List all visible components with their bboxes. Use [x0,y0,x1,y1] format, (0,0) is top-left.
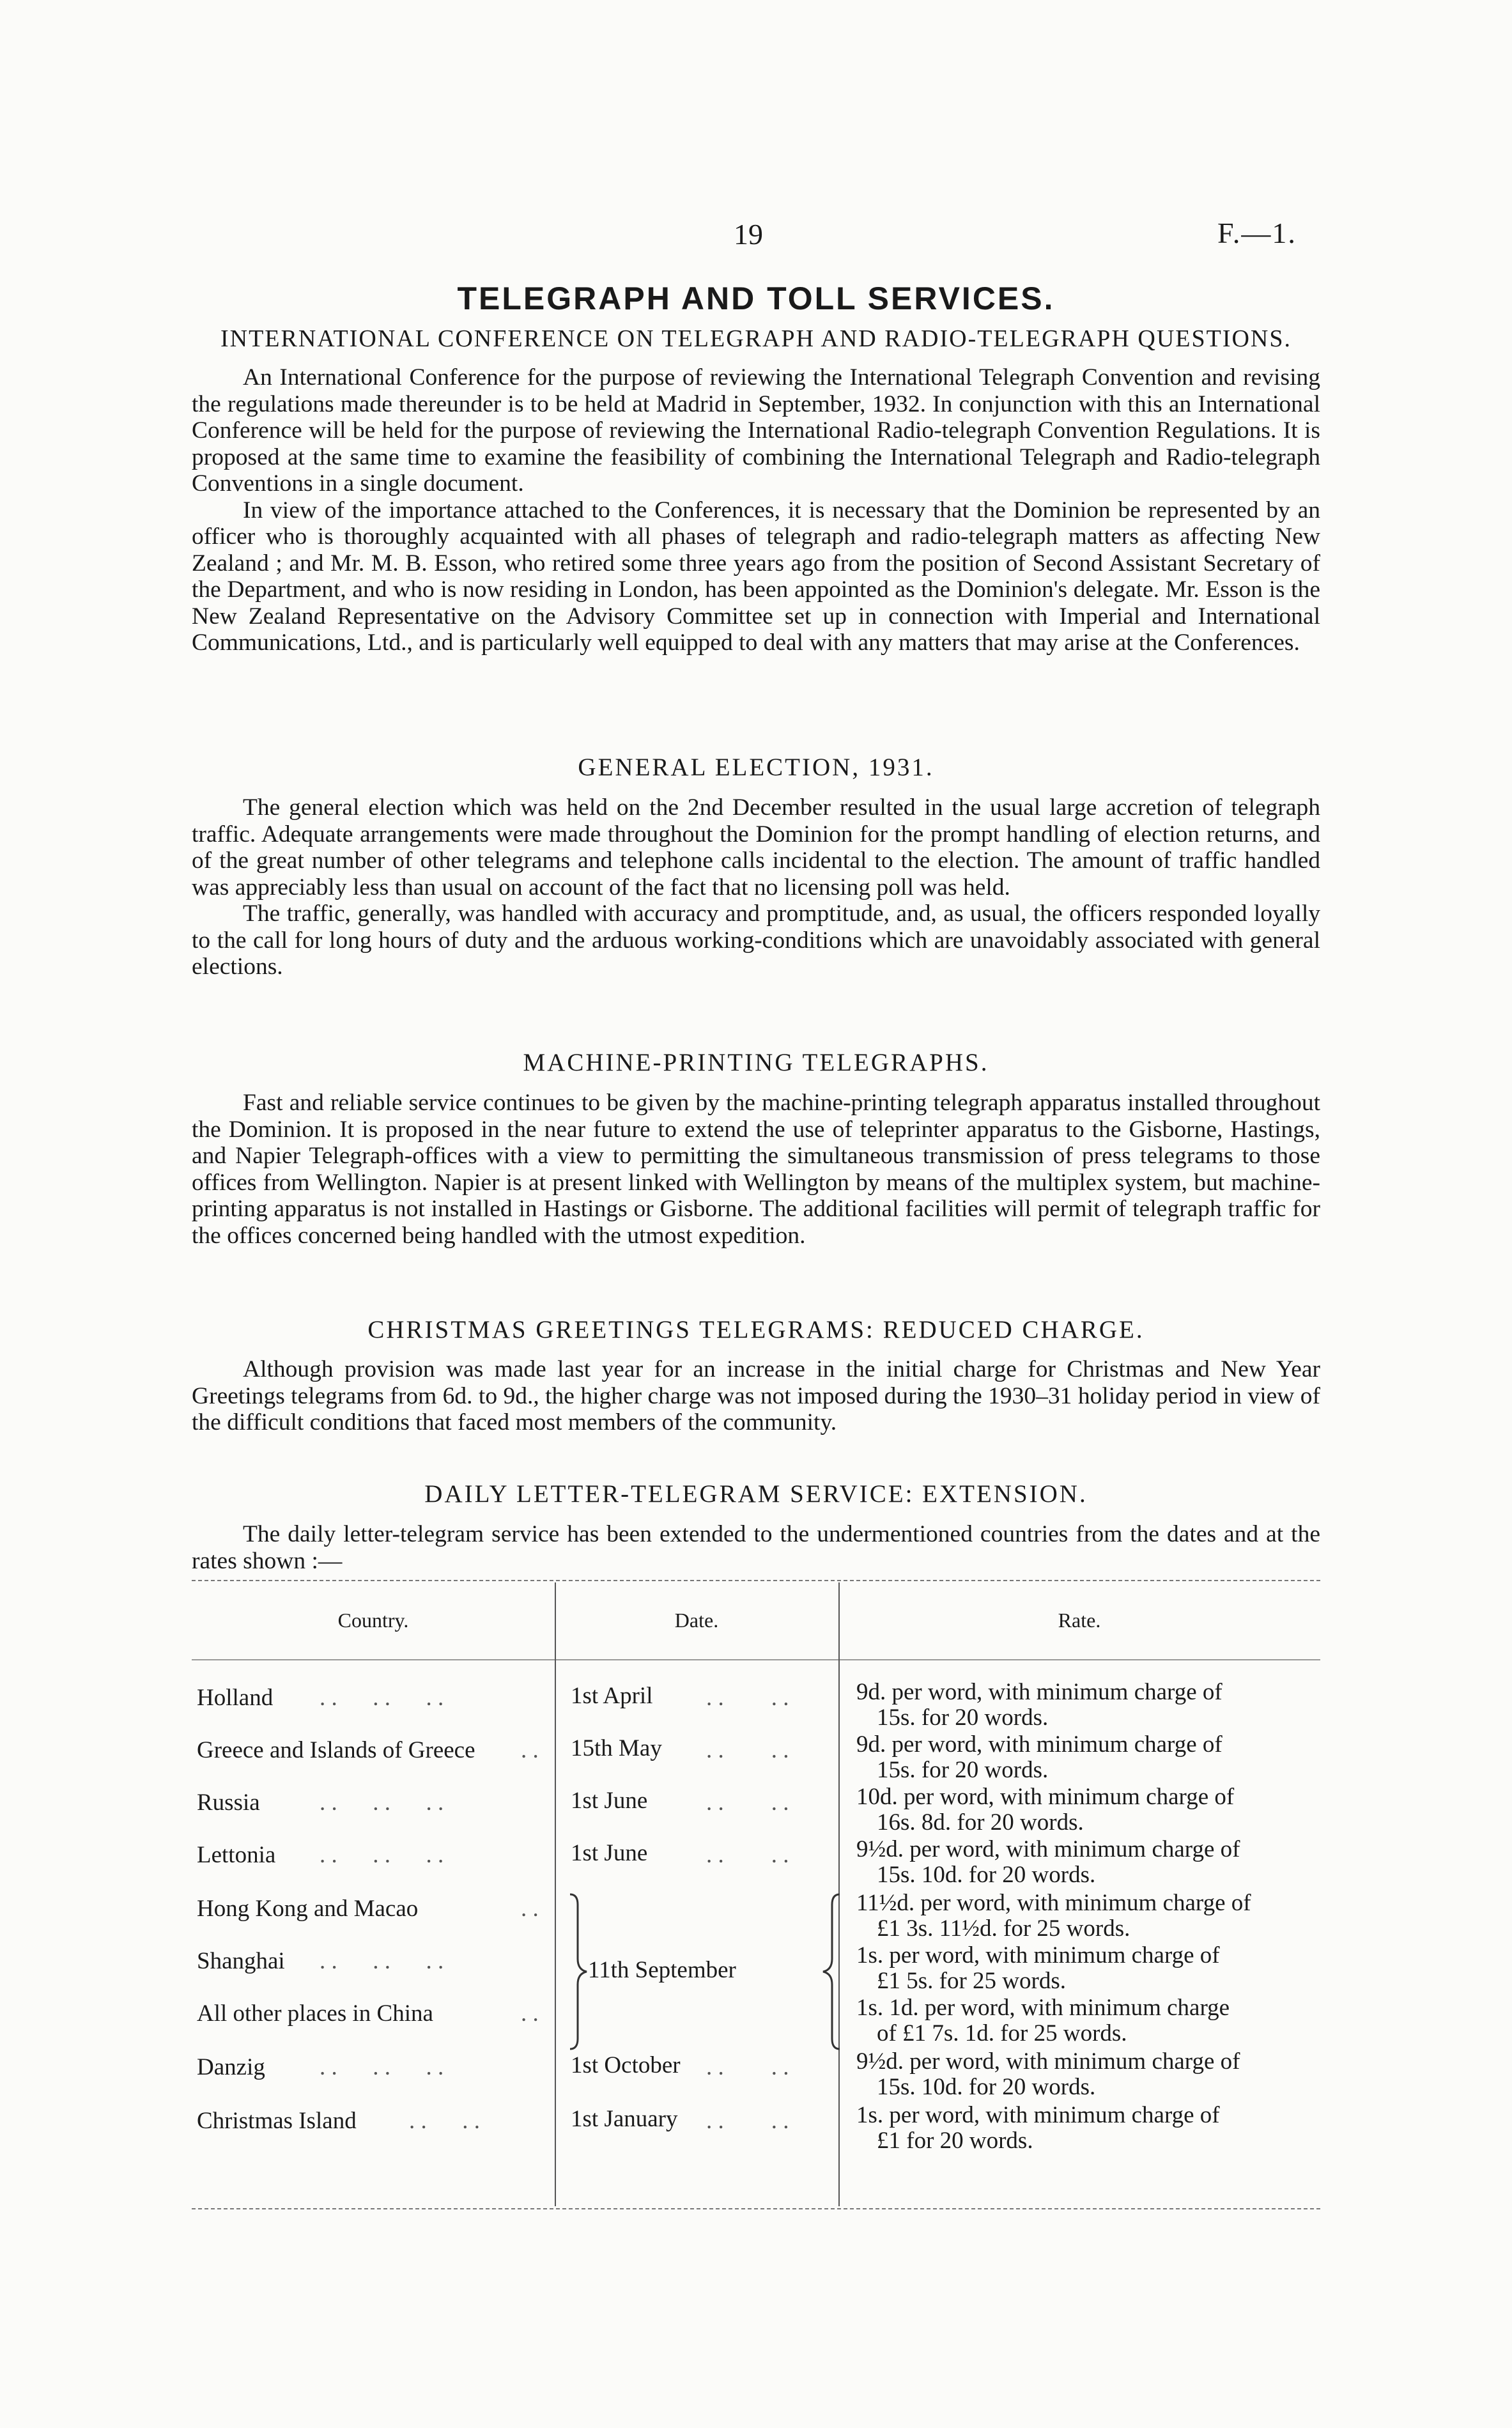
rate-line: 9d. per word, with minimum charge of [856,1679,1223,1705]
country-cell: Danzig [197,2054,265,2080]
rate-line: 16s. 8d. for 20 words. [877,1809,1084,1836]
paragraph: The daily letter-telegram service has been extended to the undermentioned countries from the dates and at the rates shown :— [192,1521,1320,1574]
page-title: TELEGRAPH AND TOLL SERVICES. [457,281,1055,316]
rate-cell [856,1891,1304,1942]
rate-line: 1s. 1d. per word, with minimum charge [856,1995,1230,2021]
rate-line: £1 3s. 11½d. for 25 words. [877,1915,1130,1942]
section-body-letter [192,1521,1320,1574]
column-divider [555,1582,556,2206]
rate-line: 9d. per word, with minimum charge of [856,1731,1223,1758]
header-date: Date. [674,1609,719,1632]
rate-line: 9½d. per word, with minimum charge of [856,2048,1240,2075]
section-body-election [192,794,1320,980]
table-bottom-rule [192,2208,1320,2209]
header-country: Country. [337,1609,409,1632]
paragraph: The general election which was held on the 2nd December resulted in the usual large accretion of telegraph traffic. Adequate arrangements were made throughout the Dominion for the prompt handling of election returns, and of the great number of other telegrams and telephone calls incidental to the election. The amount of traffic handled was appreciably less than usual on account of the fact that no licensing poll was held. [192,794,1320,901]
rate-line: 10d. per word, with minimum charge of [856,1784,1235,1810]
rate-line: £1 5s. for 25 words. [877,1968,1066,1994]
header-rate: Rate. [1058,1609,1101,1632]
country-cell: Lettonia [197,1842,276,1868]
rate-line: 15s. for 20 words. [877,1757,1049,1783]
date-cell: 1st April [571,1683,653,1709]
rate-line: 15s. for 20 words. [877,1705,1049,1731]
section-heading-machine: MACHINE-PRINTING TELEGRAPHS. [523,1049,989,1076]
paragraph: In view of the importance attached to the Conferences, it is necessary that the Dominion be represented by an officer who is thoroughly acquainted with all phases of telegraph and radio-telegraph matters as affecting New Zealand ; and Mr. M. B. Esson, who retired some three years ago from the position of Second Assistant Secretary of the Department, and who is now residing in London, has been appointed as the Dominion's delegate. Mr. Esson is the New Zealand Representative on the Advisory Committee set up in connection with Imperial and International Communications, Ltd., and is particularly well equipped to deal with any matters that may arise at the Conferences. [192,497,1320,656]
rate-line: 1s. per word, with minimum charge of [856,1942,1220,1968]
date-cell: 1st June [571,1840,648,1866]
country-cell: Russia [197,1790,260,1816]
rate-line: 1s. per word, with minimum charge of [856,2102,1220,2128]
date-cell: 11th September [588,1957,736,1983]
section-heading-letter: DAILY LETTER-TELEGRAM SERVICE: EXTENSION. [424,1480,1088,1508]
rate-line: £1 for 20 words. [877,2128,1033,2154]
rate-brace [819,1892,842,2052]
rate-line: of £1 7s. 1d. for 25 words. [877,2020,1127,2046]
table-header-rule [192,1659,1320,1660]
page-reference: F.—1. [1217,217,1297,249]
section-heading-international: INTERNATIONAL CONFERENCE ON TELEGRAPH AND RADIO-TELEGRAPH QUESTIONS. [220,325,1292,352]
rate-cell [856,1837,1304,1888]
rate-cell [856,1680,1304,1731]
date-cell: 1st October [571,2052,681,2078]
paragraph: Although provision was made last year for an increase in the initial charge for Christmas and New Year Greetings telegrams from 6d. to 9d., the higher charge was not imposed during the 1930–31 holiday period in view of the difficult conditions that faced most members of the community. [192,1356,1320,1435]
paragraph: The traffic, generally, was handled with accuracy and promptitude, and, as usual, the officers responded loyally to the call for long hours of duty and the arduous working-conditions which are unavoidably associated with general elections. [192,901,1320,980]
rate-line: 9½d. per word, with minimum charge of [856,1836,1240,1862]
date-cell: 1st January [571,2106,678,2132]
country-cell: Holland [197,1685,274,1711]
section-heading-election: GENERAL ELECTION, 1931. [578,754,934,781]
paragraph: An International Conference for the purpose of reviewing the International Telegraph Convention and revising the regulations made thereunder is to be held at Madrid in September, 1932. In conjunction with this an International Conference will be held for the purpose of reviewing the International Radio-telegraph Convention Regulations. It is proposed at the same time to examine the feasibility of combining the International Telegraph and Radio-telegraph Conventions in a single document. [192,364,1320,497]
paragraph: Fast and reliable service continues to be given by the machine-printing telegraph apparatus installed throughout the Dominion. It is proposed in the near future to extend the use of teleprinter apparatus to the Gisborne, Hastings, and Napier Telegraph-offices with a view to permitting the simultaneous transmission of press telegrams to those offices from Wellington. Napier is at present linked with Wellington by means of the multiplex system, but machine-printing apparatus is not installed in Hastings or Gisborne. The additional facilities will permit of telegraph traffic for the offices concerned being handled with the utmost expedition. [192,1090,1320,1249]
section-heading-christmas: CHRISTMAS GREETINGS TELEGRAMS: REDUCED CHARGE. [367,1316,1145,1343]
rate-cell [856,1995,1304,2046]
date-brace [567,1892,590,2052]
rate-cell [856,1784,1304,1836]
page-number: 19 [734,218,763,251]
rate-line: 15s. 10d. for 20 words. [877,1862,1096,1888]
table-top-rule [192,1580,1320,1581]
section-body-international [192,364,1320,656]
date-cell: 1st June [571,1788,648,1814]
rate-cell [856,2103,1304,2154]
rate-line: 11½d. per word, with minimum charge of [856,1890,1251,1916]
rate-line: 15s. 10d. for 20 words. [877,2074,1096,2100]
rate-cell [856,1732,1304,1783]
country-cell: Christmas Island [197,2108,357,2134]
section-body-machine [192,1090,1320,1249]
rate-cell [856,2049,1304,2100]
rate-cell [856,1943,1304,1994]
date-cell: 15th May [571,1735,662,1761]
country-cell: All other places in China [197,2000,433,2027]
country-cell: Shanghai [197,1948,285,1974]
country-cell: Hong Kong and Macao [197,1896,419,1922]
section-body-christmas [192,1356,1320,1436]
country-cell: Greece and Islands of Greece [197,1737,475,1763]
